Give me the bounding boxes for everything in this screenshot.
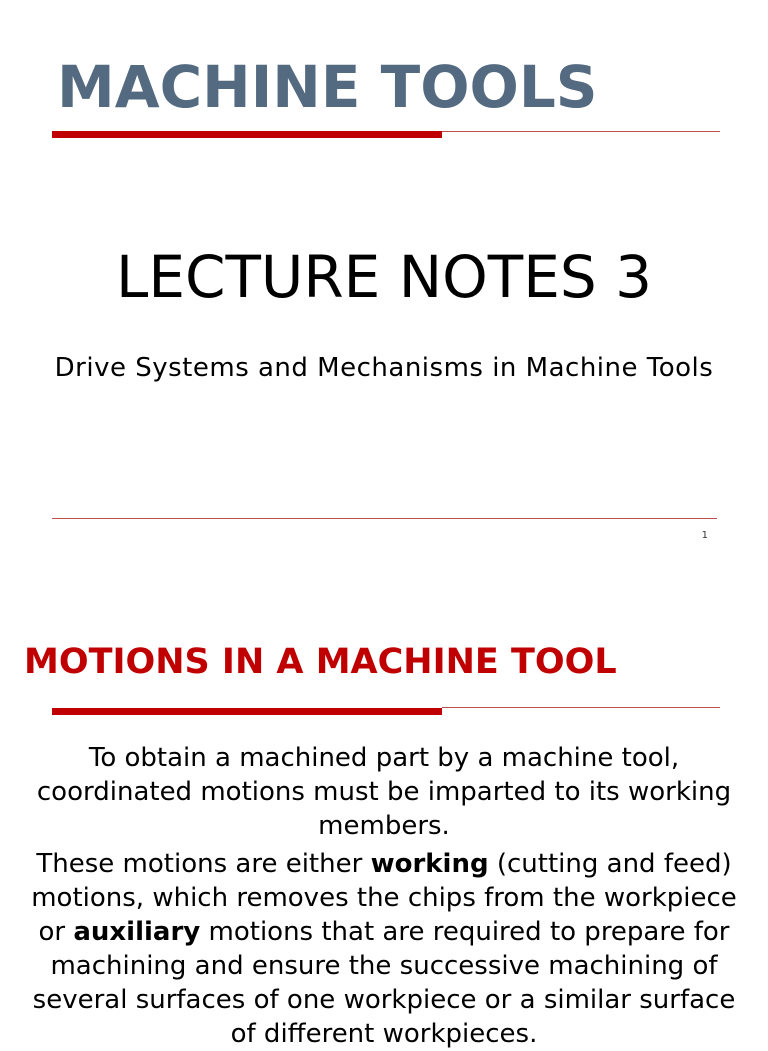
para2-text-3: motions that are required to prepare for machining and ensure the successive machining of several surfaces of one workpiece or a similar surface of different workpieces.	[32, 917, 736, 1049]
slide-2	[0, 560, 768, 1049]
term-working: working	[370, 849, 489, 879]
title-underline-thick	[52, 131, 442, 138]
lecture-heading: LECTURE NOTES 3	[116, 243, 652, 311]
term-auxiliary: auxiliary	[73, 917, 201, 947]
slide-body	[20, 741, 748, 1051]
page-number: 1	[701, 530, 708, 541]
slide-title: MACHINE TOOLS	[57, 53, 598, 121]
title-underline-thick	[52, 708, 442, 715]
body-paragraph-2	[20, 847, 748, 1051]
slide-title: MOTIONS IN A MACHINE TOOL	[24, 642, 617, 682]
para2-text-2: (cutting and feed) motions, which removes the chips from the workpiece or	[31, 849, 737, 947]
para2-text-1: These motions are either	[36, 849, 371, 879]
body-paragraph-1: To obtain a machined part by a machine tool, coordinated motions must be imparted to its working members.	[36, 743, 732, 841]
lecture-subtitle: Drive Systems and Mechanisms in Machine Tools	[54, 353, 714, 383]
footer-divider	[52, 518, 717, 519]
title-underline-thin	[442, 707, 720, 708]
title-underline-thin	[442, 131, 720, 132]
